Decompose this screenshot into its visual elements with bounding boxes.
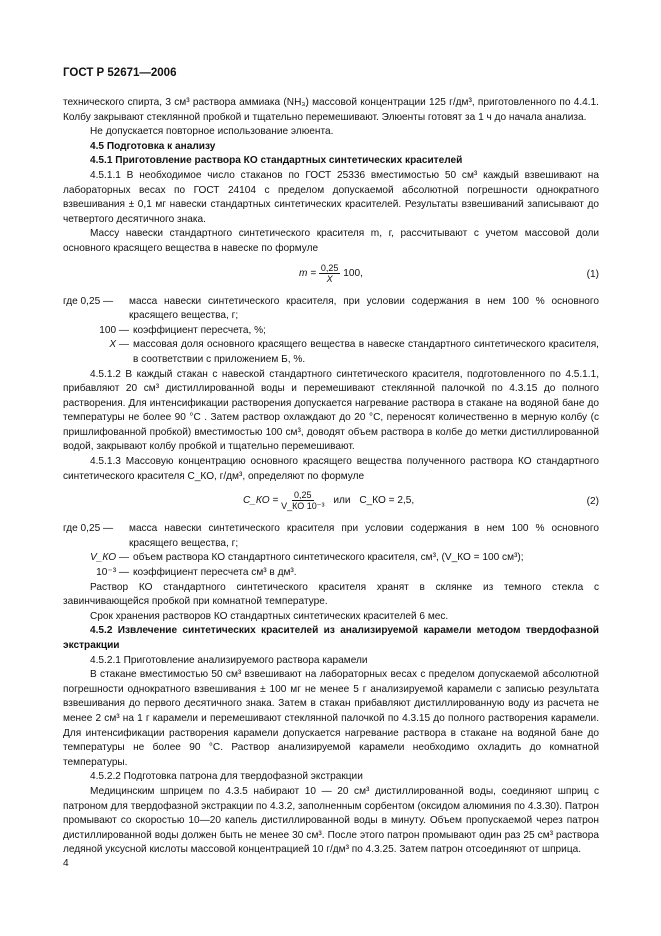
formula-1-numerator: 0,25 (320, 262, 339, 273)
legend-1-row (63, 338, 599, 367)
paragraph-eluent: технического спирта, 3 см³ раствора аммиака (NH₃) массовой концентрации 125 г/дм³, приготовленного по 4.4.1. Колбу закрывают стеклянной пробкой и тщательно перемешивают. Элюенты готовят за 1 ч до начала анализа. (63, 97, 599, 123)
formula-2-lhs: C_КО = (243, 495, 279, 507)
legend-1-desc: коэффициент пересчета, %; (133, 324, 266, 336)
paragraph-eluent-reuse: Не допускается повторное использование элюента. (90, 126, 334, 138)
standard-header: ГОСТ Р 52671—2006 (63, 67, 177, 79)
formula-1-tail: 100, (343, 267, 363, 279)
legend-1-key: 100 — (99, 324, 129, 336)
legend-2-desc: объем раствора КО стандартного синтетического красителя, см³, (V_КО = 100 см³); (133, 552, 524, 564)
formula-2-number: (2) (586, 496, 599, 508)
paragraph-4-5-2-2: Медицинским шприцем по 4.3.5 набирают 10 — 20 см³ дистиллированной воды, соединяют шприц с патроном для твердофазной экстракции по 4.3.2, заполненным сорбентом (оксидом алюминия по 4.3.30). Патрон промывают со скоростью 10—20 капель дистиллированной воды в минуту. Объем пропускаемой через патрон дистиллированной воды должен быть не менее 30 см³. После этого патрон промывают один раз 25 см³ раствора ледяной уксусной кислоты массовой концентрацией 10 г/дм³ по 4.3.25. Затем патрон отсоединяют от шприца. (63, 785, 599, 856)
legend-1-desc: масса навески синтетического красителя, при условии содержания в нем 100 % основного красящего вещества, г; (129, 295, 599, 322)
formula-1-denominator: X (326, 273, 333, 284)
legend-1-desc: массовая доля основного красящего вещества в навеске стандартного синтетического красителя, в соответствии с приложением Б, %. (133, 339, 599, 365)
paragraph-4-5-1-3: 4.5.1.3 Массовую концентрацию основного красящего вещества полученного раствора КО стандартного синтетического красителя C_КО, г/дм³, определяют по формуле (63, 456, 599, 482)
paragraph-storage: Раствор КО стандартного синтетического красителя хранят в склянке из темного стекла с завинчивающейся пробкой при комнатной температуре. (63, 581, 599, 608)
formula-1-lhs: m = (299, 267, 317, 279)
legend-1-row (63, 324, 599, 339)
paragraph-4-5-1-2: 4.5.1.2 В каждый стакан с навеской стандартного синтетического красителя, подготовленного по 4.5.1.1, прибавляют 20 см³ дистиллированной воды и перемешивают стеклянной палочкой по 4.3.15 до полного растворения. Для интенсификации растворения допускается нагревание раствора в стакане на водяной бане до температуры не более 90 °С . Затем раствор охлаждают до 20 °С, переносят количественно в мерную колбу (с пришлифованной пробкой) вместимостью 100 см³, доводят объем раствора в колбе до метки дистиллированной водой, закрывают колбу пробкой и тщательно перемешивают. (63, 368, 599, 453)
section-heading-4-5-2: 4.5.2 Извлечение синтетических красителей из анализируемой карамели методом твердофазной экстракции (63, 625, 599, 651)
legend-2-row (63, 551, 599, 566)
legend-2-key: V_КО — (90, 552, 129, 564)
legend-2 (63, 522, 599, 580)
paragraph-4-5-2-1: В стакане вместимостью 50 см³ взвешивают на лабораторных весах с пределом допускаемой абсолютной погрешности однократного взвешивания ± 100 мг не менее 5 г анализируемой карамели с записью результата взвешивания до первого десятичного знака. Затем в стакан прибавляют дистиллированную воду из расчета не менее 2 см³ на 1 г карамели и перемешивают стеклянной палочкой по 4.3.15 до полного растворения карамели. Для интенсификации растворения карамели допускается нагревание раствора в стакане на водяной бане до температуры не более 90 °С. Раствор анализируемой карамели необходимо охладить до комнатной температуры. (63, 669, 599, 768)
formula-2-numerator: 0,25 (294, 490, 312, 501)
formula-2 (63, 488, 599, 518)
paragraph-mass-formula-intro: Массу навески стандартного синтетического красителя m, г, рассчитывают с учетом массовой доли основного красящего вещества в навеске по формуле (63, 228, 599, 254)
legend-2-key: 10⁻³ — (96, 567, 129, 579)
section-heading-4-5-2-1: 4.5.2.1 Приготовление анализируемого раствора карамели (90, 654, 368, 666)
page-number: 4 (63, 858, 69, 869)
paragraph-shelf-life: Срок хранения растворов КО стандартных синтетических красителей 6 мес. (90, 610, 449, 622)
section-heading-4-5-2-2: 4.5.2.2 Подготовка патрона для твердофазной экстракции (90, 771, 363, 783)
formula-2-denominator: V_КО 10⁻³ (281, 501, 325, 512)
formula-1 (63, 261, 599, 291)
formula-2-fraction (281, 490, 324, 511)
legend-2-key: где 0,25 — (63, 523, 114, 535)
legend-1 (63, 295, 599, 368)
formula-2-rhs: C_КО = 2,5, (359, 495, 415, 507)
section-heading-4-5-1: 4.5.1 Приготовление раствора КО стандартных синтетических красителей (90, 155, 463, 167)
legend-1-key: X — (109, 339, 129, 351)
paragraph-4-5-1-1: 4.5.1.1 В необходимое число стаканов по ГОСТ 25336 вместимостью 50 см³ каждый взвешивают на лабораторных весах по ГОСТ 24104 с пределом допускаемой абсолютной погрешности однократного взвешивания ± 0,1 мг навески стандартных синтетических красителей. Результаты взвешиваний записывают до четвертого десятичного знака. (63, 169, 599, 225)
section-heading-4-5: 4.5 Подготовка к анализу (90, 140, 216, 152)
formula-2-conjunction: или (333, 495, 351, 507)
legend-2-row (63, 522, 599, 551)
formula-1-number: (1) (586, 268, 599, 280)
document-body (63, 96, 599, 858)
formula-1-fraction (319, 263, 341, 284)
legend-2-row (63, 566, 599, 581)
legend-1-row (63, 295, 599, 324)
legend-2-desc: коэффициент пересчета см³ в дм³. (133, 567, 297, 579)
legend-1-key: где 0,25 — (63, 295, 114, 307)
legend-2-desc: масса навески синтетического красителя при условии содержания в нем 100 % основного красящего вещества, г; (129, 523, 599, 549)
